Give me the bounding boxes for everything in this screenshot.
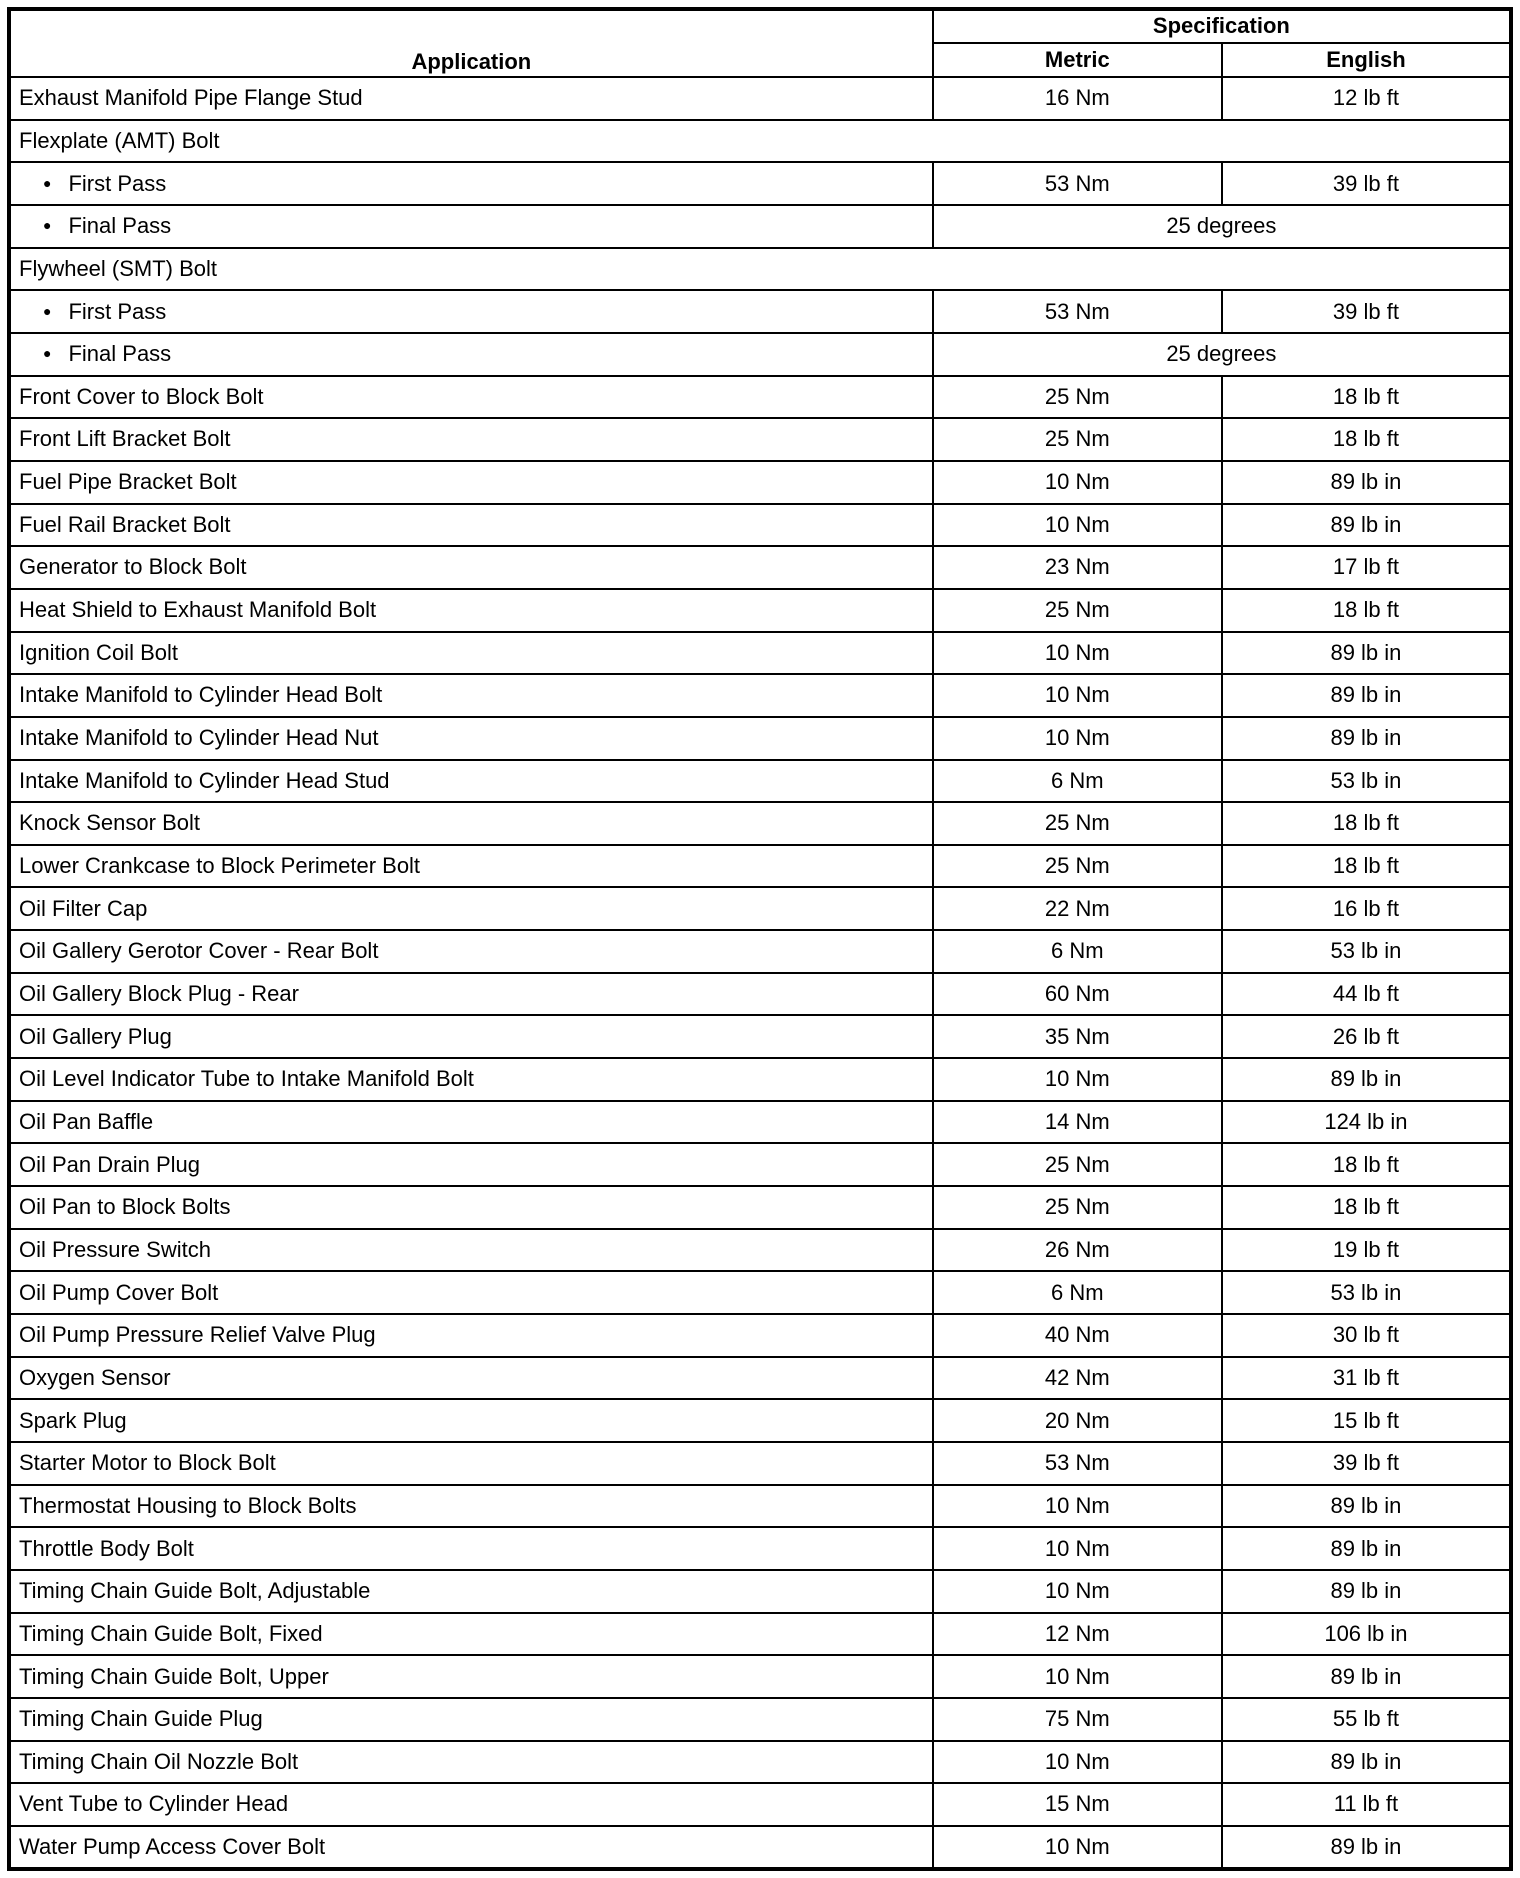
english-value: 89 lb in xyxy=(1222,1741,1511,1784)
specification-column-header: Specification xyxy=(933,9,1511,43)
table-row xyxy=(9,1655,1511,1698)
table-row xyxy=(9,717,1511,760)
application-cell: Oil Gallery Block Plug - Rear xyxy=(9,973,933,1016)
application-cell: Fuel Rail Bracket Bolt xyxy=(9,504,933,547)
application-cell: Exhaust Manifold Pipe Flange Stud xyxy=(9,77,933,120)
metric-value: 10 Nm xyxy=(933,1485,1222,1528)
metric-value: 10 Nm xyxy=(933,1741,1222,1784)
metric-value: 10 Nm xyxy=(933,674,1222,717)
spec-combined-value: 25 degrees xyxy=(933,333,1511,376)
group-label: Flywheel (SMT) Bolt xyxy=(9,248,1511,291)
table-row xyxy=(9,845,1511,888)
table-row xyxy=(9,973,1511,1016)
table-row xyxy=(9,1570,1511,1613)
header-row-1 xyxy=(9,9,1511,43)
english-value: 26 lb ft xyxy=(1222,1015,1511,1058)
table-row xyxy=(9,1357,1511,1400)
application-cell: Intake Manifold to Cylinder Head Nut xyxy=(9,717,933,760)
metric-value: 20 Nm xyxy=(933,1399,1222,1442)
table-row xyxy=(9,1485,1511,1528)
table-row xyxy=(9,1698,1511,1741)
english-value: 18 lb ft xyxy=(1222,845,1511,888)
english-column-header: English xyxy=(1222,43,1511,77)
english-value: 106 lb in xyxy=(1222,1613,1511,1656)
english-value: 124 lb in xyxy=(1222,1101,1511,1144)
metric-value: 10 Nm xyxy=(933,1527,1222,1570)
application-column-header: Application xyxy=(9,9,933,77)
table-row xyxy=(9,1613,1511,1656)
application-cell: Fuel Pipe Bracket Bolt xyxy=(9,461,933,504)
application-cell: Lower Crankcase to Block Perimeter Bolt xyxy=(9,845,933,888)
english-value: 30 lb ft xyxy=(1222,1314,1511,1357)
metric-value: 42 Nm xyxy=(933,1357,1222,1400)
bullet-icon: ● xyxy=(43,217,52,234)
english-value: 89 lb in xyxy=(1222,504,1511,547)
table-row xyxy=(9,418,1511,461)
application-cell: Heat Shield to Exhaust Manifold Bolt xyxy=(9,589,933,632)
application-cell: Oil Pressure Switch xyxy=(9,1229,933,1272)
application-label: First Pass xyxy=(68,170,167,196)
application-cell: Timing Chain Guide Bolt, Adjustable xyxy=(9,1570,933,1613)
english-value: 18 lb ft xyxy=(1222,802,1511,845)
english-value: 89 lb in xyxy=(1222,1485,1511,1528)
english-value: 89 lb in xyxy=(1222,1826,1511,1869)
table-row xyxy=(9,1442,1511,1485)
application-cell: Throttle Body Bolt xyxy=(9,1527,933,1570)
table-row xyxy=(9,461,1511,504)
metric-value: 25 Nm xyxy=(933,418,1222,461)
metric-value: 15 Nm xyxy=(933,1783,1222,1826)
metric-value: 40 Nm xyxy=(933,1314,1222,1357)
application-cell: Oil Gallery Gerotor Cover - Rear Bolt xyxy=(9,930,933,973)
english-value: 39 lb ft xyxy=(1222,162,1511,205)
metric-value: 60 Nm xyxy=(933,973,1222,1016)
table-row xyxy=(9,1101,1511,1144)
english-value: 55 lb ft xyxy=(1222,1698,1511,1741)
application-cell: Front Lift Bracket Bolt xyxy=(9,418,933,461)
group-label: Flexplate (AMT) Bolt xyxy=(9,120,1511,163)
application-cell: Thermostat Housing to Block Bolts xyxy=(9,1485,933,1528)
english-value: 53 lb in xyxy=(1222,930,1511,973)
group-row xyxy=(9,248,1511,291)
table-header xyxy=(9,9,1511,77)
english-value: 89 lb in xyxy=(1222,461,1511,504)
metric-value: 6 Nm xyxy=(933,1271,1222,1314)
english-value: 19 lb ft xyxy=(1222,1229,1511,1272)
table-row xyxy=(9,1186,1511,1229)
application-cell xyxy=(9,333,933,376)
metric-value: 23 Nm xyxy=(933,546,1222,589)
application-cell: Oil Pan to Block Bolts xyxy=(9,1186,933,1229)
metric-value: 35 Nm xyxy=(933,1015,1222,1058)
english-value: 18 lb ft xyxy=(1222,589,1511,632)
spec-table-body xyxy=(9,77,1511,1869)
english-value: 89 lb in xyxy=(1222,1058,1511,1101)
table-row xyxy=(9,1527,1511,1570)
english-value: 17 lb ft xyxy=(1222,546,1511,589)
bullet-icon: ● xyxy=(43,345,52,362)
metric-value: 10 Nm xyxy=(933,1826,1222,1869)
table-row xyxy=(9,77,1511,120)
metric-value: 25 Nm xyxy=(933,589,1222,632)
table-row xyxy=(9,546,1511,589)
table-row xyxy=(9,674,1511,717)
table-row xyxy=(9,504,1511,547)
group-row xyxy=(9,120,1511,163)
english-value: 18 lb ft xyxy=(1222,418,1511,461)
table-row xyxy=(9,1015,1511,1058)
application-cell: Timing Chain Guide Bolt, Fixed xyxy=(9,1613,933,1656)
application-cell: Oil Pan Drain Plug xyxy=(9,1143,933,1186)
metric-value: 53 Nm xyxy=(933,162,1222,205)
english-value: 18 lb ft xyxy=(1222,376,1511,419)
application-cell: Intake Manifold to Cylinder Head Bolt xyxy=(9,674,933,717)
table-row xyxy=(9,333,1511,376)
english-value: 39 lb ft xyxy=(1222,290,1511,333)
application-label: Final Pass xyxy=(68,341,172,367)
table-row xyxy=(9,1271,1511,1314)
english-value: 15 lb ft xyxy=(1222,1399,1511,1442)
application-cell xyxy=(9,205,933,248)
application-cell: Oil Level Indicator Tube to Intake Manifold Bolt xyxy=(9,1058,933,1101)
application-cell: Oil Pump Cover Bolt xyxy=(9,1271,933,1314)
bullet-icon: ● xyxy=(43,302,52,319)
metric-value: 10 Nm xyxy=(933,632,1222,675)
application-cell: Timing Chain Guide Plug xyxy=(9,1698,933,1741)
english-value: 44 lb ft xyxy=(1222,973,1511,1016)
fastener-spec-table xyxy=(7,7,1513,1871)
metric-value: 25 Nm xyxy=(933,845,1222,888)
application-cell: Oil Gallery Plug xyxy=(9,1015,933,1058)
metric-value: 53 Nm xyxy=(933,1442,1222,1485)
metric-value: 25 Nm xyxy=(933,1143,1222,1186)
table-row xyxy=(9,887,1511,930)
table-row xyxy=(9,1783,1511,1826)
application-cell: Intake Manifold to Cylinder Head Stud xyxy=(9,760,933,803)
metric-value: 22 Nm xyxy=(933,887,1222,930)
application-cell: Ignition Coil Bolt xyxy=(9,632,933,675)
table-row xyxy=(9,760,1511,803)
english-value: 89 lb in xyxy=(1222,717,1511,760)
application-cell: Timing Chain Guide Bolt, Upper xyxy=(9,1655,933,1698)
table-row xyxy=(9,1143,1511,1186)
application-label: First Pass xyxy=(68,298,167,324)
table-row xyxy=(9,930,1511,973)
english-value: 53 lb in xyxy=(1222,1271,1511,1314)
english-value: 16 lb ft xyxy=(1222,887,1511,930)
metric-value: 25 Nm xyxy=(933,376,1222,419)
table-row xyxy=(9,1826,1511,1869)
english-value: 18 lb ft xyxy=(1222,1186,1511,1229)
spec-combined-value: 25 degrees xyxy=(933,205,1511,248)
metric-value: 16 Nm xyxy=(933,77,1222,120)
application-cell: Front Cover to Block Bolt xyxy=(9,376,933,419)
application-cell: Oxygen Sensor xyxy=(9,1357,933,1400)
table-row xyxy=(9,1314,1511,1357)
application-cell xyxy=(9,162,933,205)
application-cell: Timing Chain Oil Nozzle Bolt xyxy=(9,1741,933,1784)
english-value: 89 lb in xyxy=(1222,1527,1511,1570)
english-value: 12 lb ft xyxy=(1222,77,1511,120)
english-value: 53 lb in xyxy=(1222,760,1511,803)
english-value: 89 lb in xyxy=(1222,1570,1511,1613)
metric-value: 10 Nm xyxy=(933,717,1222,760)
table-row xyxy=(9,376,1511,419)
metric-value: 10 Nm xyxy=(933,1570,1222,1613)
metric-value: 25 Nm xyxy=(933,1186,1222,1229)
table-row xyxy=(9,162,1511,205)
metric-value: 14 Nm xyxy=(933,1101,1222,1144)
application-label: Final Pass xyxy=(68,213,172,239)
english-value: 89 lb in xyxy=(1222,632,1511,675)
application-cell: Knock Sensor Bolt xyxy=(9,802,933,845)
metric-value: 6 Nm xyxy=(933,760,1222,803)
application-cell xyxy=(9,290,933,333)
table-row xyxy=(9,1741,1511,1784)
table-row xyxy=(9,205,1511,248)
application-cell: Vent Tube to Cylinder Head xyxy=(9,1783,933,1826)
table-row xyxy=(9,802,1511,845)
application-cell: Oil Pump Pressure Relief Valve Plug xyxy=(9,1314,933,1357)
table-row xyxy=(9,1229,1511,1272)
table-row xyxy=(9,1058,1511,1101)
table-row xyxy=(9,589,1511,632)
english-value: 31 lb ft xyxy=(1222,1357,1511,1400)
metric-value: 6 Nm xyxy=(933,930,1222,973)
table-row xyxy=(9,1399,1511,1442)
metric-value: 10 Nm xyxy=(933,1058,1222,1101)
metric-value: 25 Nm xyxy=(933,802,1222,845)
metric-value: 26 Nm xyxy=(933,1229,1222,1272)
application-cell: Generator to Block Bolt xyxy=(9,546,933,589)
english-value: 18 lb ft xyxy=(1222,1143,1511,1186)
english-value: 39 lb ft xyxy=(1222,1442,1511,1485)
metric-value: 12 Nm xyxy=(933,1613,1222,1656)
metric-value: 10 Nm xyxy=(933,504,1222,547)
application-cell: Spark Plug xyxy=(9,1399,933,1442)
metric-value: 53 Nm xyxy=(933,290,1222,333)
english-value: 11 lb ft xyxy=(1222,1783,1511,1826)
metric-column-header: Metric xyxy=(933,43,1222,77)
metric-value: 10 Nm xyxy=(933,1655,1222,1698)
application-cell: Oil Pan Baffle xyxy=(9,1101,933,1144)
english-value: 89 lb in xyxy=(1222,1655,1511,1698)
metric-value: 75 Nm xyxy=(933,1698,1222,1741)
table-row xyxy=(9,290,1511,333)
english-value: 89 lb in xyxy=(1222,674,1511,717)
application-cell: Oil Filter Cap xyxy=(9,887,933,930)
application-cell: Water Pump Access Cover Bolt xyxy=(9,1826,933,1869)
table-row xyxy=(9,632,1511,675)
metric-value: 10 Nm xyxy=(933,461,1222,504)
application-cell: Starter Motor to Block Bolt xyxy=(9,1442,933,1485)
bullet-icon: ● xyxy=(43,174,52,191)
